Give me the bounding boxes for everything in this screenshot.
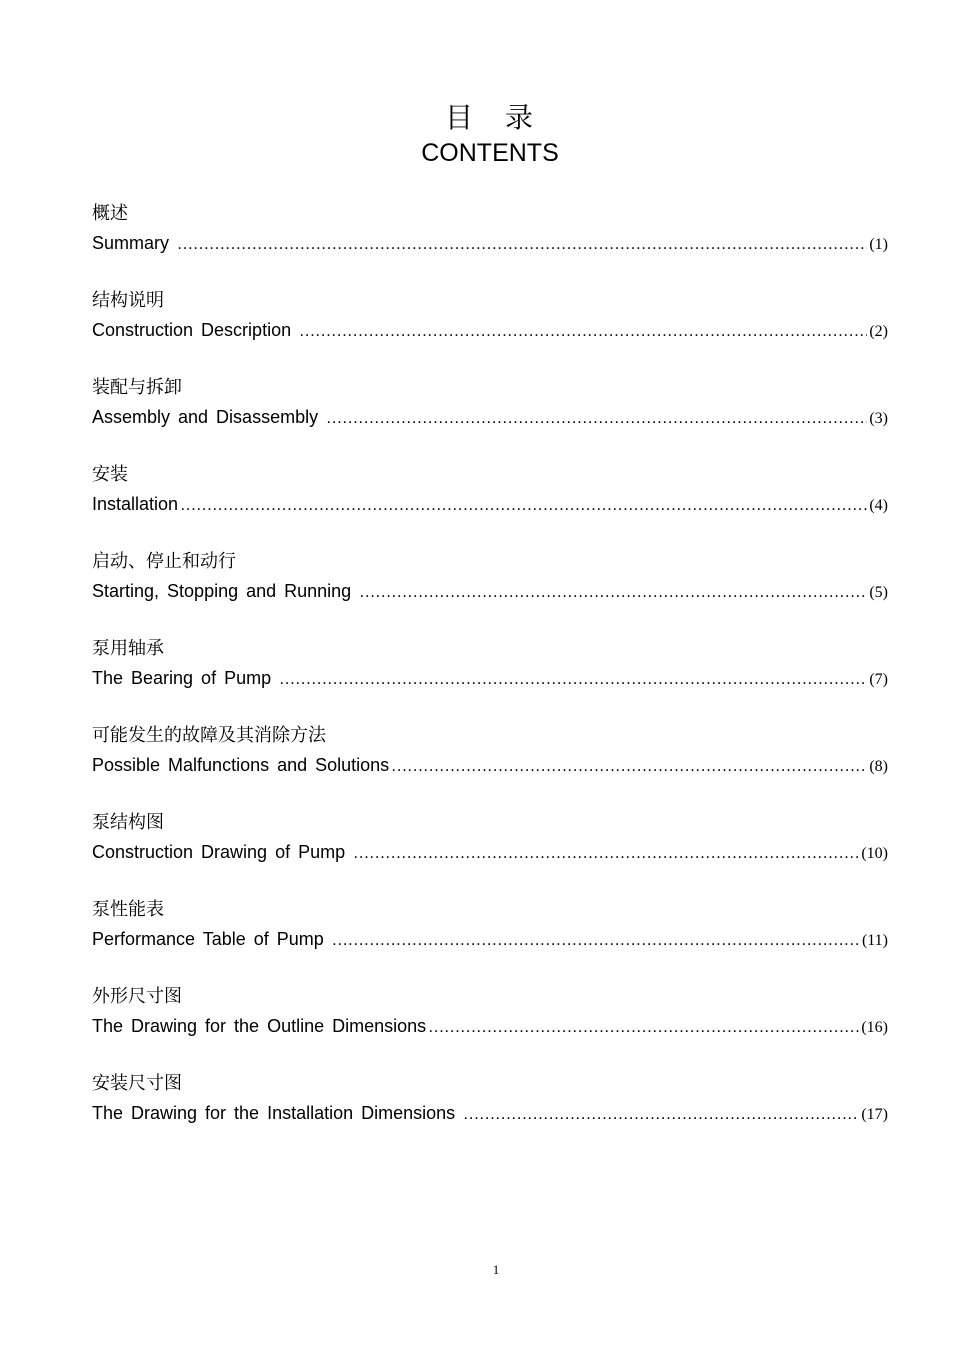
- contents-title-chinese: 目 录: [444, 101, 535, 134]
- toc-page-number: (4): [869, 497, 888, 514]
- toc-entry-en: The Drawing for the Installation Dimensions: [92, 1103, 456, 1123]
- toc-entry-cn: 泵性能表: [92, 899, 164, 920]
- toc-entry-cn: 概述: [92, 203, 128, 224]
- toc-entry-en: The Bearing of Pump: [92, 668, 272, 688]
- page-number: 1: [492, 1262, 500, 1277]
- toc-entry-installation-dimensions: [92, 1070, 888, 1157]
- dot-leader: [428, 1013, 859, 1043]
- toc-entry-construction-drawing: [92, 809, 888, 896]
- toc-page-number: (17): [861, 1106, 888, 1123]
- dot-leader: [391, 752, 867, 782]
- toc-entry-performance-table: [92, 896, 888, 983]
- toc-entry-cn: 安装: [92, 464, 128, 485]
- dot-leader: [463, 1100, 859, 1130]
- dot-leader: [299, 317, 867, 347]
- toc-page-number: (10): [861, 845, 888, 862]
- toc-entry-assembly: [92, 374, 888, 461]
- toc-entry-starting-stopping: [92, 548, 888, 635]
- toc-page-number: (2): [869, 323, 888, 340]
- table-of-contents: [92, 200, 888, 1157]
- toc-page-number: (8): [869, 758, 888, 775]
- dot-leader: [326, 404, 867, 434]
- toc-entry-en: Construction Description: [92, 320, 292, 340]
- toc-entry-cn: 外形尺寸图: [92, 986, 182, 1007]
- toc-entry-outline-dimensions: [92, 983, 888, 1070]
- toc-entry-installation: [92, 461, 888, 548]
- toc-page-number: (3): [869, 410, 888, 427]
- toc-page-number: (11): [861, 932, 888, 949]
- toc-entry-cn: 启动、停止和动行: [92, 551, 236, 572]
- toc-entry-malfunctions: [92, 722, 888, 809]
- toc-page-number: (5): [869, 584, 888, 601]
- toc-entry-cn: 泵用轴承: [92, 638, 164, 659]
- toc-page-number: (1): [869, 236, 888, 253]
- dot-leader: [353, 839, 859, 869]
- toc-entry-cn: 装配与拆卸: [92, 377, 182, 398]
- toc-page-number: (7): [869, 671, 888, 688]
- toc-entry-cn: 安装尺寸图: [92, 1073, 182, 1094]
- dot-leader: [180, 491, 867, 521]
- toc-entry-summary: [92, 200, 888, 287]
- toc-entry-en: Assembly and Disassembly: [92, 407, 319, 427]
- toc-entry-en: Possible Malfunctions and Solutions: [92, 755, 390, 775]
- toc-entry-en: Construction Drawing of Pump: [92, 842, 346, 862]
- toc-entry-bearing: [92, 635, 888, 722]
- dot-leader: [332, 926, 860, 956]
- dot-leader: [279, 665, 867, 695]
- contents-title-english: CONTENTS: [421, 139, 559, 167]
- dot-leader: [359, 578, 867, 608]
- toc-entry-en: The Drawing for the Outline Dimensions: [92, 1016, 427, 1036]
- toc-entry-cn: 结构说明: [92, 290, 164, 311]
- dot-leader: [177, 230, 867, 260]
- toc-entry-en: Summary: [92, 233, 170, 253]
- toc-entry-en: Installation: [92, 494, 179, 514]
- toc-entry-en: Performance Table of Pump: [92, 929, 324, 949]
- toc-entry-en: Starting, Stopping and Running: [92, 581, 352, 601]
- toc-entry-cn: 可能发生的故障及其消除方法: [92, 725, 326, 746]
- toc-entry-construction-description: [92, 287, 888, 374]
- toc-entry-cn: 泵结构图: [92, 812, 164, 833]
- toc-page-number: (16): [861, 1019, 888, 1036]
